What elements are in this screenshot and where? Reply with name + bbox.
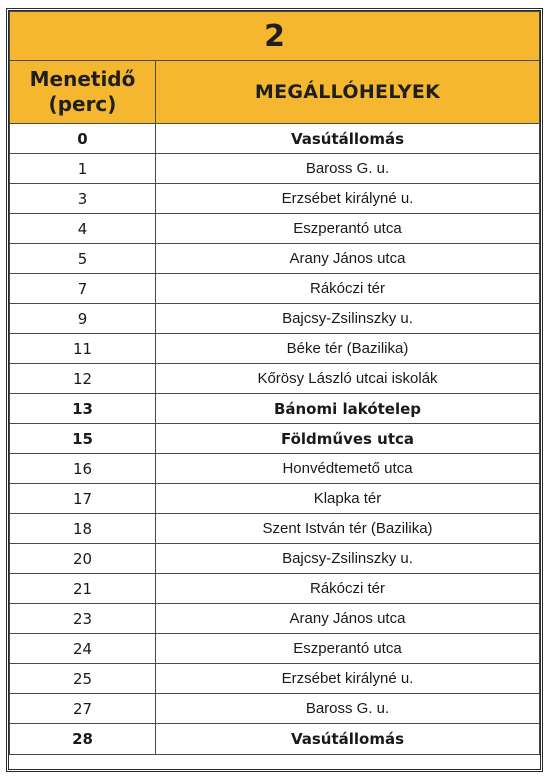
stop-row [10,424,540,454]
stop-row [10,574,540,604]
stop-name: Erzsébet királyné u. [156,664,540,694]
stop-travel-time: 3 [10,184,156,214]
stop-travel-time: 0 [10,124,156,154]
stop-name: Szent István tér (Bazilika) [156,514,540,544]
stop-travel-time: 24 [10,634,156,664]
stop-name: Baross G. u. [156,154,540,184]
stop-name: Eszperantó utca [156,634,540,664]
stop-name: Bajcsy-Zsilinszky u. [156,544,540,574]
stop-name: Vasútállomás [156,124,540,154]
stop-travel-time: 28 [10,724,156,755]
stop-name: Erzsébet királyné u. [156,184,540,214]
stop-travel-time: 5 [10,244,156,274]
travel-time-header-line2: (perc) [48,92,117,116]
stop-name: Baross G. u. [156,694,540,724]
stop-travel-time: 12 [10,364,156,394]
stop-row [10,514,540,544]
stop-row [10,154,540,184]
stop-name: Arany János utca [156,244,540,274]
stop-row [10,274,540,304]
stop-travel-time: 7 [10,274,156,304]
stop-name: Eszperantó utca [156,214,540,244]
stop-name: Klapka tér [156,484,540,514]
stop-travel-time: 1 [10,154,156,184]
stop-name: Rákóczi tér [156,274,540,304]
stop-travel-time: 9 [10,304,156,334]
stop-row [10,304,540,334]
stop-row [10,244,540,274]
stop-row [10,364,540,394]
timetable [9,11,540,755]
stop-travel-time: 18 [10,514,156,544]
stop-name: Rákóczi tér [156,574,540,604]
stop-row [10,454,540,484]
stop-travel-time: 4 [10,214,156,244]
stop-travel-time: 15 [10,424,156,454]
stop-row [10,334,540,364]
stop-travel-time: 27 [10,694,156,724]
stop-name: Bánomi lakótelep [156,394,540,424]
travel-time-header [10,61,156,124]
stop-name: Arany János utca [156,604,540,634]
column-header-row [10,61,540,124]
route-title-row [10,12,540,61]
timetable-frame [6,8,543,772]
stop-row [10,394,540,424]
stop-travel-time: 23 [10,604,156,634]
stop-travel-time: 17 [10,484,156,514]
stops-header: MEGÁLLÓHELYEK [156,61,540,124]
travel-time-header-line1: Menetidő [29,67,136,91]
stop-name: Béke tér (Bazilika) [156,334,540,364]
stop-row [10,694,540,724]
stop-travel-time: 20 [10,544,156,574]
stop-name: Vasútállomás [156,724,540,755]
stop-row [10,214,540,244]
stop-row [10,664,540,694]
stop-travel-time: 13 [10,394,156,424]
stop-name: Honvédtemető utca [156,454,540,484]
stop-travel-time: 16 [10,454,156,484]
stop-row [10,724,540,755]
stop-row [10,484,540,514]
stop-name: Kőrösy László utcai iskolák [156,364,540,394]
stop-name: Bajcsy-Zsilinszky u. [156,304,540,334]
route-number: 2 [10,12,540,61]
stop-row [10,124,540,154]
stop-row [10,184,540,214]
stop-travel-time: 25 [10,664,156,694]
stop-row [10,544,540,574]
stop-name: Földműves utca [156,424,540,454]
stop-travel-time: 11 [10,334,156,364]
stops-list [10,124,540,755]
stop-row [10,634,540,664]
stop-row [10,604,540,634]
stop-travel-time: 21 [10,574,156,604]
